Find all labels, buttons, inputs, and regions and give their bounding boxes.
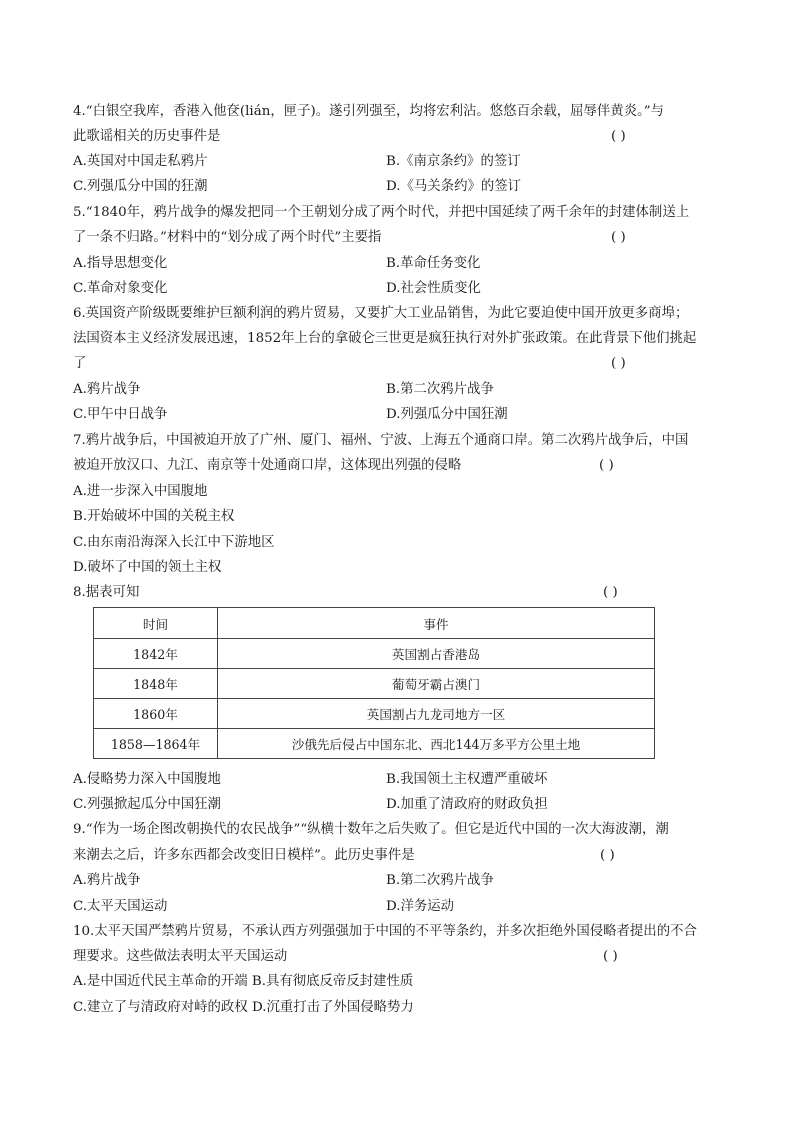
q8-stem-text: 8.据表可知 (73, 585, 140, 600)
q7-stem-text: 被迫开放汉口、九江、南京等十处通商口岸，这体现出列强的侵略 (73, 458, 462, 473)
q10-stem-line-2 (73, 947, 724, 967)
table-row (94, 639, 655, 669)
table-header-row (94, 608, 655, 639)
q8-stem-line-1 (73, 583, 724, 603)
q8-answer-paren: ( ) (603, 585, 618, 600)
q9-option-d: D.洋务运动 (386, 899, 455, 914)
q8-option-d: D.加重了清政府的财政负担 (386, 797, 548, 812)
table-row (94, 699, 655, 729)
q4-stem-line-2 (73, 127, 724, 147)
table-row (94, 669, 655, 699)
q10-stem-text: 理要求。这些做法表明太平天国运动 (73, 949, 288, 964)
table-cell-time: 1848年 (94, 669, 218, 699)
q5-stem-text: 了一条不归路。”材料中的“划分成了两个时代”主要指 (73, 230, 382, 245)
q4-answer-paren: ( ) (611, 129, 626, 144)
table-cell-event: 英国割占香港岛 (218, 639, 655, 669)
q7-option-d: D.破坏了中国的领土主权 (73, 560, 222, 575)
table-cell-time: 1860年 (94, 699, 218, 729)
q4-option-d: D.《马关条约》的签订 (386, 179, 522, 194)
table-header-time: 时间 (94, 608, 218, 639)
q5-option-c: C.革命对象变化 (73, 281, 168, 296)
q6-stem-line-2: 法国资本主义经济发展迅速，1852年上台的拿破仑三世更是疯狂执行对外扩张政策。在此背景下他们挑起 (73, 331, 697, 346)
table-cell-time: 1858—1864年 (94, 729, 218, 759)
q10-options-row-1: A.是中国近代民主革命的开端 B.具有彻底反帝反封建性质 (73, 974, 414, 989)
q6-stem-line-3 (73, 354, 724, 374)
table-cell-event: 葡萄牙霸占澳门 (218, 669, 655, 699)
q5-option-b: B.革命任务变化 (386, 256, 481, 271)
q9-stem-text: 来潮去之后，许多东西都会改变旧日模样”。此历史事件是 (73, 848, 415, 863)
q6-stem-line-1: 6.英国资产阶级既要维护巨额利润的鸦片贸易，又要扩大工业品销售，为此它要迫使中国开放更多商埠； (73, 306, 689, 321)
q7-option-c: C.由东南沿海深入长江中下游地区 (73, 535, 275, 550)
table-cell-time: 1842年 (94, 639, 218, 669)
q6-option-c: C.甲午中日战争 (73, 407, 168, 422)
q8-option-c: C.列强掀起瓜分中国狂潮 (73, 797, 221, 812)
q6-option-b: B.第二次鸦片战争 (386, 382, 494, 397)
q9-option-a: A.鸦片战争 (73, 873, 141, 888)
table-header-event: 事件 (218, 608, 655, 639)
q5-stem-line-1: 5.“1840年，鸦片战争的爆发把同一个王朝划分成了两个时代，并把中国延续了两千余年的封建体制送上 (73, 205, 690, 220)
q7-answer-paren: ( ) (599, 458, 614, 473)
q9-stem-line-2 (73, 846, 724, 866)
q6-option-a: A.鸦片战争 (73, 382, 141, 397)
q4-option-b: B.《南京条约》的签订 (386, 154, 521, 169)
q9-option-b: B.第二次鸦片战争 (386, 873, 494, 888)
q10-stem-line-1: 10.太平天国严禁鸦片贸易，不承认西方列强强加于中国的不平等条约，并多次拒绝外国侵略者提出的不合 (73, 924, 697, 939)
q5-answer-paren: ( ) (611, 230, 626, 245)
q6-stem-text: 了 (73, 356, 87, 371)
q4-option-a: A.英国对中国走私鸦片 (73, 154, 208, 169)
q8-option-b: B.我国领土主权遭严重破坏 (386, 772, 548, 787)
q7-stem-line-1: 7.鸦片战争后，中国被迫开放了广州、厦门、福州、宁波、上海五个通商口岸。第二次鸦片战争后，中国 (73, 433, 689, 448)
q6-option-d: D.列强瓜分中国狂潮 (386, 407, 508, 422)
q4-stem-text: 此歌谣相关的历史事件是 (73, 129, 221, 144)
table-row (94, 729, 655, 759)
q9-option-c: C.太平天国运动 (73, 899, 168, 914)
table-cell-event: 英国割占九龙司地方一区 (218, 699, 655, 729)
q9-answer-paren: ( ) (600, 848, 615, 863)
q6-answer-paren: ( ) (611, 356, 626, 371)
q4-stem-line-1: 4.“白银空我库，香港入他奁(lián，匣子)。遂引列强至，均将宏利沾。悠悠百余载，屈辱伴黄炎。”与 (73, 104, 665, 119)
q8-option-a: A.侵略势力深入中国腹地 (73, 772, 221, 787)
q7-option-b: B.开始破坏中国的关税主权 (73, 509, 235, 524)
q5-option-d: D.社会性质变化 (386, 281, 481, 296)
table-cell-event: 沙俄先后侵占中国东北、西北144万多平方公里土地 (218, 729, 655, 759)
q4-option-c: C.列强瓜分中国的狂潮 (73, 179, 208, 194)
events-table (93, 607, 655, 759)
q9-stem-line-1: 9.“作为一场企图改朝换代的农民战争”“纵横十数年之后失败了。但它是近代中国的一次大海波潮，潮 (73, 822, 669, 837)
q7-stem-line-2 (73, 456, 724, 476)
q10-answer-paren: ( ) (603, 949, 618, 964)
q10-options-row-2: C.建立了与清政府对峙的政权 D.沉重打击了外国侵略势力 (73, 1000, 414, 1015)
q7-option-a: A.进一步深入中国腹地 (73, 484, 208, 499)
q5-option-a: A.指导思想变化 (73, 256, 168, 271)
q5-stem-line-2 (73, 228, 724, 248)
